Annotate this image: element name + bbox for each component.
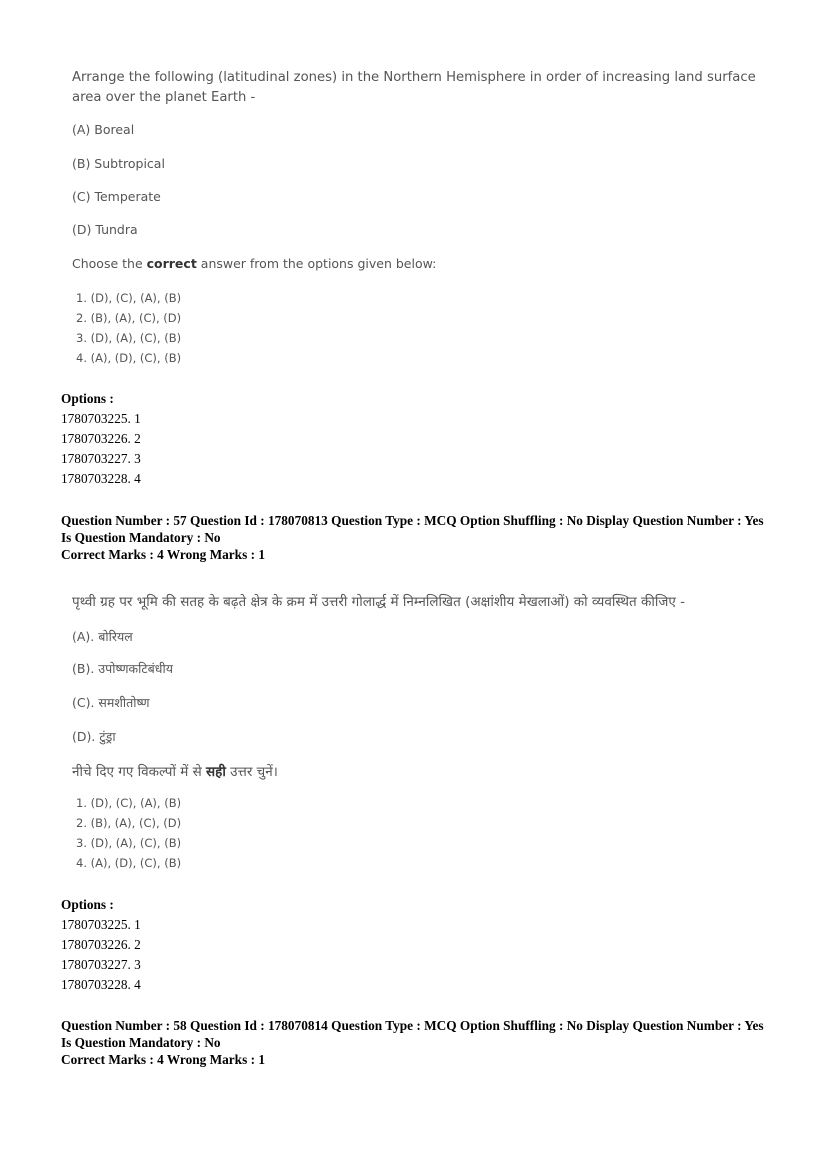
item-c: (C). समशीतोष्ण — [72, 695, 150, 710]
answer-list — [76, 288, 181, 368]
choose-instruction — [72, 762, 278, 780]
item-a: (A). बोरियल — [72, 629, 133, 644]
question-stem: पृथ्वी ग्रह पर भूमि की सतह के बढ़ते क्षेत्र के क्रम में उत्तरी गोलार्द्ध में निम्नलिखित (अक्षांशीय मेखलाओं) को व्यवस्थित कीजिए - — [72, 594, 685, 610]
option-row: 1780703226. 2 — [61, 431, 141, 446]
options-label: Options : — [61, 391, 114, 406]
answer-1: 1. (D), (C), (A), (B) — [76, 796, 182, 810]
option-row: 1780703225. 1 — [61, 917, 141, 932]
meta-line-3: Correct Marks : 4 Wrong Marks : 1 — [61, 547, 265, 562]
answer-2: 2. (B), (A), (C), (D) — [76, 816, 182, 830]
item-b: (B). उपोष्णकटिबंधीय — [72, 661, 173, 676]
choose-suffix: answer from the options given below: — [196, 256, 437, 271]
option-row: 1780703227. 3 — [61, 451, 141, 466]
meta-line-2: Is Question Mandatory : No — [61, 1035, 221, 1050]
item-b: (B) Subtropical — [72, 156, 165, 171]
answer-2: 2. (B), (A), (C), (D) — [76, 311, 182, 325]
meta-line-3: Correct Marks : 4 Wrong Marks : 1 — [61, 1052, 265, 1067]
answer-1: 1. (D), (C), (A), (B) — [76, 291, 182, 305]
answer-4: 4. (A), (D), (C), (B) — [76, 351, 182, 365]
item-a: (A) Boreal — [72, 122, 135, 137]
answer-4: 4. (A), (D), (C), (B) — [76, 856, 182, 870]
item-c: (C) Temperate — [72, 189, 161, 204]
option-row: 1780703225. 1 — [61, 411, 141, 426]
item-d: (D) Tundra — [72, 222, 138, 237]
answer-3: 3. (D), (A), (C), (B) — [76, 331, 182, 345]
question-57-meta — [61, 512, 764, 563]
question-stem: Arrange the following (latitudinal zones) in the Northern Hemisphere in order of increasing land surface area over the planet Earth - — [72, 70, 756, 105]
choose-prefix: नीचे दिए गए विकल्पों में से — [72, 764, 207, 780]
meta-line-1: Question Number : 57 Question Id : 178070813 Question Type : MCQ Option Shuffling : No Display Question Number : Yes — [61, 513, 764, 528]
options-block-56 — [61, 389, 141, 489]
option-row: 1780703227. 3 — [61, 957, 141, 972]
option-row: 1780703228. 4 — [61, 977, 141, 992]
meta-line-2: Is Question Mandatory : No — [61, 530, 221, 545]
choose-bold: correct — [146, 256, 197, 271]
answer-3: 3. (D), (A), (C), (B) — [76, 836, 182, 850]
meta-line-1: Question Number : 58 Question Id : 178070814 Question Type : MCQ Option Shuffling : No Display Question Number : Yes — [61, 1018, 764, 1033]
options-block-57 — [61, 895, 141, 995]
item-d: (D). टुंड्रा — [72, 729, 116, 744]
choose-prefix: Choose the — [72, 256, 147, 271]
options-label: Options : — [61, 897, 114, 912]
option-row: 1780703226. 2 — [61, 937, 141, 952]
option-row: 1780703228. 4 — [61, 471, 141, 486]
answer-list — [76, 793, 181, 873]
choose-suffix: उत्तर चुनें। — [225, 764, 278, 780]
question-58-meta — [61, 1017, 764, 1068]
choose-instruction — [72, 256, 436, 271]
choose-bold: सही — [206, 764, 226, 780]
